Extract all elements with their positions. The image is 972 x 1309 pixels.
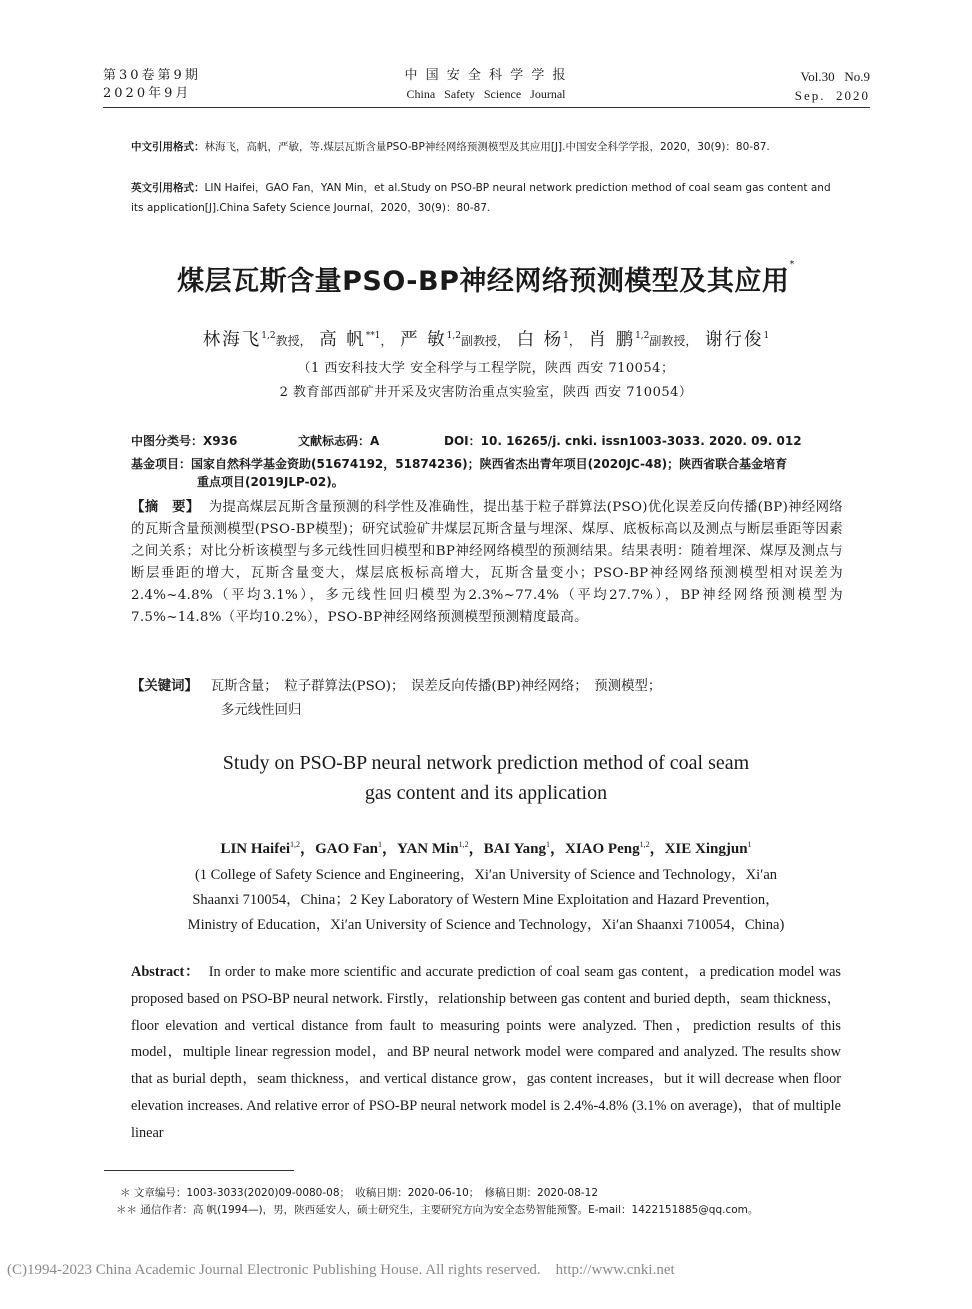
author-cn-affiliation-mark: 1,2 bbox=[446, 331, 461, 342]
author-en-affiliation-mark: 1,2 bbox=[639, 840, 650, 849]
author-cn-affiliation-mark: **1 bbox=[365, 331, 381, 342]
journal-name-en: China Safety Science Journal bbox=[406, 87, 566, 101]
citation-en-label: 英文引用格式： bbox=[131, 182, 205, 194]
journal-name-cn: 中 国 安 全 科 学 学 报 bbox=[404, 68, 568, 83]
author-en-affiliation-mark: 1 bbox=[747, 840, 752, 849]
author-en-affiliation-mark: 1,2 bbox=[458, 840, 469, 849]
document-code: 文献标志码：A bbox=[298, 434, 380, 448]
funding-line-2: 重点项目(2019JLP-02)。 bbox=[197, 475, 344, 489]
author-en-name: YAN Min bbox=[397, 841, 459, 857]
author-cn-title: ， bbox=[568, 334, 581, 348]
author-cn-affiliation-mark: 1,2 bbox=[261, 331, 276, 342]
author-cn-name: 林海飞 bbox=[202, 330, 262, 350]
paper-title-en-line-2: gas content and its application bbox=[364, 782, 608, 804]
author-cn-name: 高 帆 bbox=[319, 330, 366, 350]
citation-en-text: LIN Haifei，GAO Fan，YAN Min，et al.Study on PSO-BP neural network prediction method of coal seam gas content and its application[J].China Safety Science Journal，2020，30(9)：80-87. bbox=[131, 182, 831, 214]
affiliation-cn-2: 2 教育部西部矿井开采及灾害防治重点实验室，陕西 西安 710054） bbox=[279, 385, 693, 400]
title-footnote-mark: * bbox=[789, 259, 795, 270]
author-en-name: XIAO Peng bbox=[564, 841, 640, 857]
paper-title-text: 煤层瓦斯含量PSO-BP神经网络预测模型及其应用 bbox=[177, 266, 790, 297]
author-cn-name: 谢行俊 bbox=[705, 330, 764, 350]
author-cn-name: 肖 鹏 bbox=[588, 330, 636, 350]
author-en-name: LIN Haifei bbox=[220, 841, 291, 857]
abstract-cn-label: 【摘 要】 bbox=[131, 500, 200, 515]
keywords-cn-line-1: 瓦斯含量； 粒子群算法(PSO)； 误差反向传播(BP)神经网络； 预测模型； bbox=[210, 679, 662, 694]
funding bbox=[131, 455, 843, 491]
author-cn-title: ， bbox=[380, 334, 393, 348]
abstract-cn-text: 为提高煤层瓦斯含量预测的科学性及准确性，提出基于粒子群算法(PSO)优化误差反向传播(BP)神经网络的瓦斯含量预测模型(PSO-BP模型)；研究试验矿井煤层瓦斯含量与埋深、煤厚、底板标高以及测点与断层垂距等因素之间关系；对比分析该模型与多元线性回归模型和BP神经网络模型的预测结果。结果表明：随着埋深、煤厚及测点与断层垂距的增大，瓦斯含量变大，煤层底板标高增大，瓦斯含量变小；PSO-BP神经网络预测模型相对误差为2.4%~4.8%（平均3.1%），多元线性回归模型为2.3%~77.4%（平均27.7%），BP神经网络预测模型为7.5%~14.8%（平均10.2%），PSO-BP神经网络预测模型预测精度最高。 bbox=[131, 500, 844, 625]
affiliation-en-2: Shaanxi 710054，China；2 Key Laboratory of Western Mine Exploitation and Hazard Prevention， bbox=[192, 892, 780, 908]
volume-issue: 第30卷第9期 bbox=[103, 68, 201, 83]
abstract-en-text: In order to make more scientific and accurate prediction of coal seam gas content，a predication model was proposed based on PSO-BP neural network. Firstly，relationship between gas content and buried depth，seam thickness，floor elevation and vertical distance from fault to measuring points were analyzed. Then，prediction results of this model，multiple linear regression model，and BP neural network model were compared and analyzed. The results show that as burial depth，seam thickness，and vertical distance grow，gas content increases，but it will decrease when floor elevation increases. And relative error of PSO-BP neural network model is 2.4%-4.8% (3.1% on average)，that of multiple linear bbox=[131, 964, 841, 1141]
author-en-affiliation-mark: 1,2 bbox=[290, 840, 301, 849]
author-en-affiliation-mark: 1 bbox=[545, 840, 550, 849]
copyright-notice: (C)1994-2023 China Academic Journal Electronic Publishing House. All rights reserved. http://www.cnki.net bbox=[7, 1262, 675, 1278]
citation-cn-text: 林海飞，高帆，严敏，等.煤层瓦斯含量PSO-BP神经网络预测模型及其应用[J].中国安全科学学报，2020，30(9)：80-87. bbox=[204, 141, 770, 153]
author-cn-title: 副教授， bbox=[649, 334, 698, 348]
abstract-cn bbox=[131, 497, 843, 629]
doi: DOI：10. 16265/j. cnki. issn1003-3033. 2020. 09. 012 bbox=[444, 434, 802, 448]
author-cn-name: 严 敏 bbox=[400, 330, 447, 350]
author-cn-affiliation-mark: 1 bbox=[763, 331, 770, 342]
citation-en bbox=[131, 178, 841, 218]
author-en-affiliation-mark: 1 bbox=[378, 840, 382, 849]
keywords-cn bbox=[131, 675, 843, 723]
header-rule bbox=[103, 107, 870, 108]
abstract-en bbox=[131, 959, 841, 1147]
author-en-name: BAI Yang bbox=[483, 841, 546, 857]
author-en-name: GAO Fan bbox=[315, 841, 378, 857]
author-cn-affiliation-mark: 1 bbox=[563, 331, 569, 342]
authors-en: LIN Haifei$^{1,2}$，GAO Fan$^1$，YAN Min$^{1,2}$，BAI Yang$^1$，XIAO Peng$^{1,2}$，XIE Xingjun$^1$ bbox=[220, 840, 752, 857]
authors-cn bbox=[0, 326, 972, 351]
clc-number: 中图分类号：X936 bbox=[131, 434, 238, 448]
author-en-name: XIE Xingjun bbox=[664, 841, 748, 857]
author-cn-title: 副教授， bbox=[461, 334, 510, 348]
keywords-cn-label: 【关键词】 bbox=[131, 679, 198, 694]
abstract-en-label: Abstract： bbox=[131, 964, 201, 980]
author-cn-name: 白 杨 bbox=[516, 330, 564, 350]
footnote-rule bbox=[104, 1170, 294, 1171]
affiliation-en-1: (1 College of Safety Science and Engineering，Xi′an University of Science and Technology，Xi′an bbox=[194, 867, 778, 883]
affiliation-en-3: Ministry of Education，Xi′an University of Science and Technology，Xi′an Shaanxi 710054，China) bbox=[187, 917, 785, 933]
citation-cn bbox=[131, 137, 841, 157]
footnote-article-info: ＊ 文章编号：1003-3033(2020)09-0080-08； 收稿日期：2020-06-10； 修稿日期：2020-08-12 bbox=[120, 1187, 599, 1199]
keywords-cn-line-2: 多元线性回归 bbox=[221, 703, 302, 718]
funding-line-1: 基金项目：国家自然科学基金资助(51674192，51874236)；陕西省杰出青年项目(2020JC-48)；陕西省联合基金培育 bbox=[131, 457, 788, 471]
paper-title bbox=[0, 259, 972, 298]
paper-title-en-line-1: Study on PSO-BP neural network prediction method of coal seam bbox=[222, 752, 750, 774]
author-cn-affiliation-mark: 1,2 bbox=[635, 331, 650, 342]
journal-volume-en bbox=[795, 67, 870, 105]
issue-date-en: Sep. 2020 bbox=[794, 88, 870, 103]
author-cn-title: 教授， bbox=[275, 334, 312, 348]
footnote-corresponding-author: ＊＊ 通信作者：高 帆(1994—)，男，陕西延安人，硕士研究生，主要研究方向为安全态势智能预警。E-mail：1422151885@qq.com。 bbox=[116, 1204, 759, 1216]
citation-cn-label: 中文引用格式： bbox=[131, 141, 205, 153]
affiliation-cn-1: （1 西安科技大学 安全科学与工程学院，陕西 西安 710054； bbox=[297, 361, 675, 376]
issue-date: 2020年9月 bbox=[103, 86, 192, 101]
volume-issue-en: Vol.30 No.9 bbox=[800, 69, 870, 84]
paper-title-en bbox=[0, 748, 972, 808]
